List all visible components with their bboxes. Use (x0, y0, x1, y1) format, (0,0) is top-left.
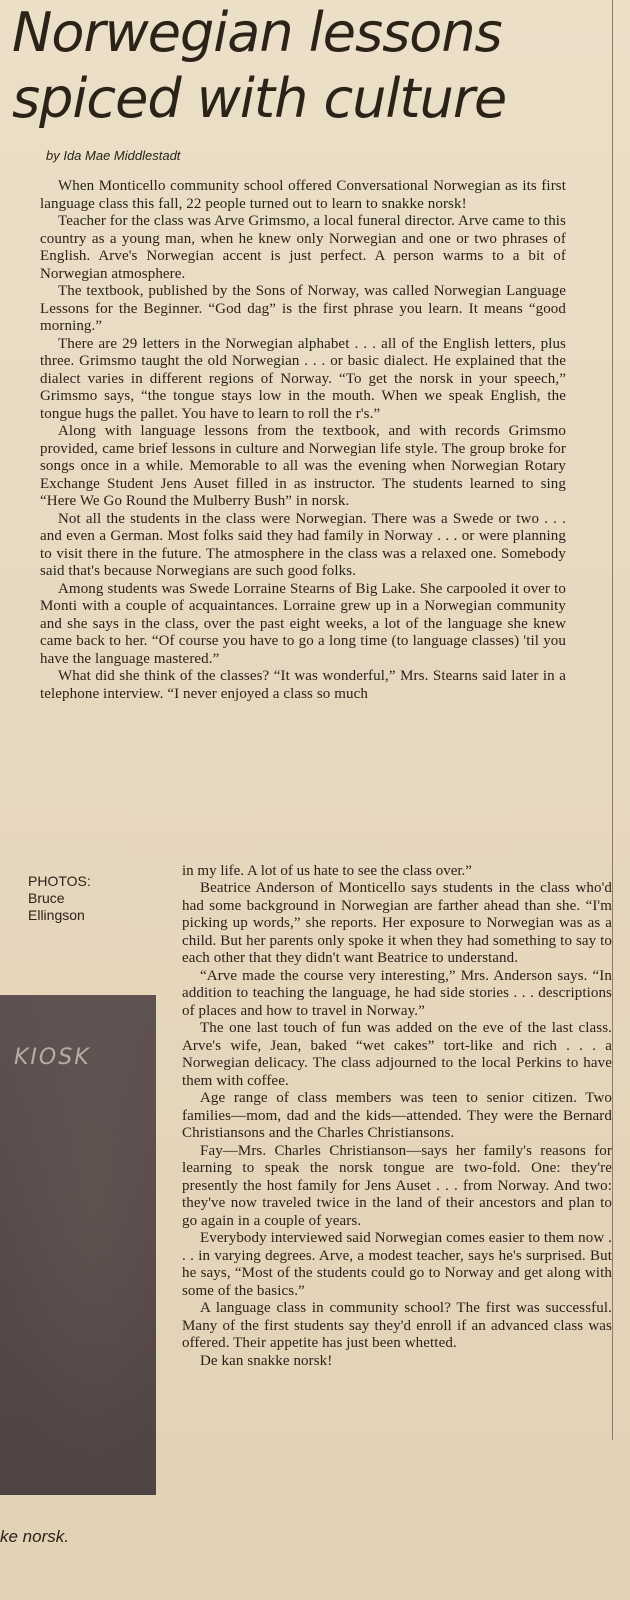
paragraph: “Arve made the course very interesting,” Mrs. Anderson says. “In addition to teaching the language, he had side stories . . . descriptions of places and how to travel in Norway.” (182, 967, 612, 1019)
article-body-narrow-column (182, 880, 612, 1370)
paragraph: When Monticello community school offered Conversational Norwegian as its first language class this fall, 22 people turned out to learn to snakke norsk! (40, 178, 566, 212)
headline-line-1: Norwegian lessons (12, 1, 502, 64)
paragraph: Not all the students in the class were Norwegian. There was a Swede or two . . . and even a German. Most folks said they had family in Norway . . . or were planning to visit there in the future. The atmosphere in the class was a relaxed one. Somebody said that's because Norwegians are such good folks. (40, 510, 566, 579)
article-body-full-width (40, 178, 566, 703)
paragraph: The textbook, published by the Sons of Norway, was called Norwegian Language Lessons for the Beginner. “God dag” is the first phrase you learn. It means “good morning.” (40, 283, 566, 334)
paragraph: Teacher for the class was Arve Grimsmo, a local funeral director. Arve came to this country as a young man, when he knew only Norwegian and one or two phrases of English. Arve's Norwegian accent is just perfect. A person warms to a bit of Norwegian atmosphere. (40, 213, 566, 282)
paragraph: Along with language lessons from the textbook, and with records Grimsmo provided, came brief lessons in culture and Norwegian life style. The group broke for songs once in a while. Memorable to all was the evening when Norwegian Rotary Exchange Student Jens Auset filled in as instructor. The students learned to sing “Here We Go Round the Mulberry Bush” in norsk. (40, 423, 566, 509)
headline-line-2: spiced with culture (12, 67, 507, 130)
paragraph: What did she think of the classes? “It was wonderful,” Mrs. Stearns said later in a telephone interview. “I never enjoyed a class so much (40, 668, 566, 702)
paragraph: The one last touch of fun was added on the eve of the last class. Arve's wife, Jean, baked “wet cakes” tort-like and rich . . . a Norwegian delicacy. The class adjourned to the local Perkins to have them with coffee. (182, 1020, 612, 1089)
photo-credit (28, 873, 91, 924)
photo (0, 995, 156, 1495)
photo-sign-text: KIOSK (14, 1045, 91, 1070)
photo-credit-last-name: Ellingson (28, 907, 85, 923)
column-rule (612, 0, 613, 1440)
paragraph: De kan snakke norsk! (200, 1352, 333, 1369)
headline (12, 0, 612, 132)
paragraph: Everybody interviewed said Norwegian comes easier to them now . . . in varying degrees. Arve, a modest teacher, says he's surprised. But he says, “Most of the students could go to Norway and get along with some of the basics.” (182, 1230, 613, 1299)
photo-credit-first-name: Bruce (28, 890, 65, 906)
paragraph: Beatrice Anderson of Monticello says students in the class who'd had some background in Norwegian are farther ahead than she. “I'm picking up words,” she reports. Her exposure to Norwegian was as a child. But her parents only spoke it when they had something to say to each other that they didn't want Beatrice to understand. (182, 880, 612, 966)
paragraph: A language class in community school? The first was successful. Many of the first students say they'd enroll if an advanced class was offered. Their appetite has just been whetted. (182, 1300, 612, 1351)
paragraph: There are 29 letters in the Norwegian alphabet . . . all of the English letters, plus three. Grimsmo taught the old Norwegian . . . or basic dialect. He explained that the dialect varies in different regions of Norway. “To get the norsk in your speech,” Grimsmo says, “the tongue stays low in the mouth. When we speak English, the tongue hugs the pallet. You have to learn to roll the r's.” (40, 335, 566, 422)
paragraph: Among students was Swede Lorraine Stearns of Big Lake. She carpooled it over to Monti with a couple of acquaintances. Lorraine grew up in a Norwegian community and she says in the class, over the past eight weeks, a lot of the language she knew came back to her. “Of course you have to go a long time (to language classes) 'til you have the language mastered.” (40, 580, 566, 667)
photo-caption: ke norsk. (0, 1527, 69, 1546)
byline: by Ida Mae Middlestadt (46, 148, 181, 163)
paragraph: Fay—Mrs. Charles Christianson—says her family's reasons for learning to speak the norsk tongue are two-fold. One: they're presently the host family for Jens Auset . . . from Norway. And two: they've now traveled twice in the land of their ancestors and plan to go again in a couple of years. (182, 1142, 612, 1229)
paragraph-continuation: in my life. A lot of us hate to see the class over.” (182, 863, 472, 879)
photo-credit-label: PHOTOS: (28, 873, 91, 889)
paragraph: Age range of class members was teen to senior citizen. Two families—mom, dad and the kids—attended. They were the Bernard Christiansons and the Charles Christiansons. (182, 1090, 612, 1141)
